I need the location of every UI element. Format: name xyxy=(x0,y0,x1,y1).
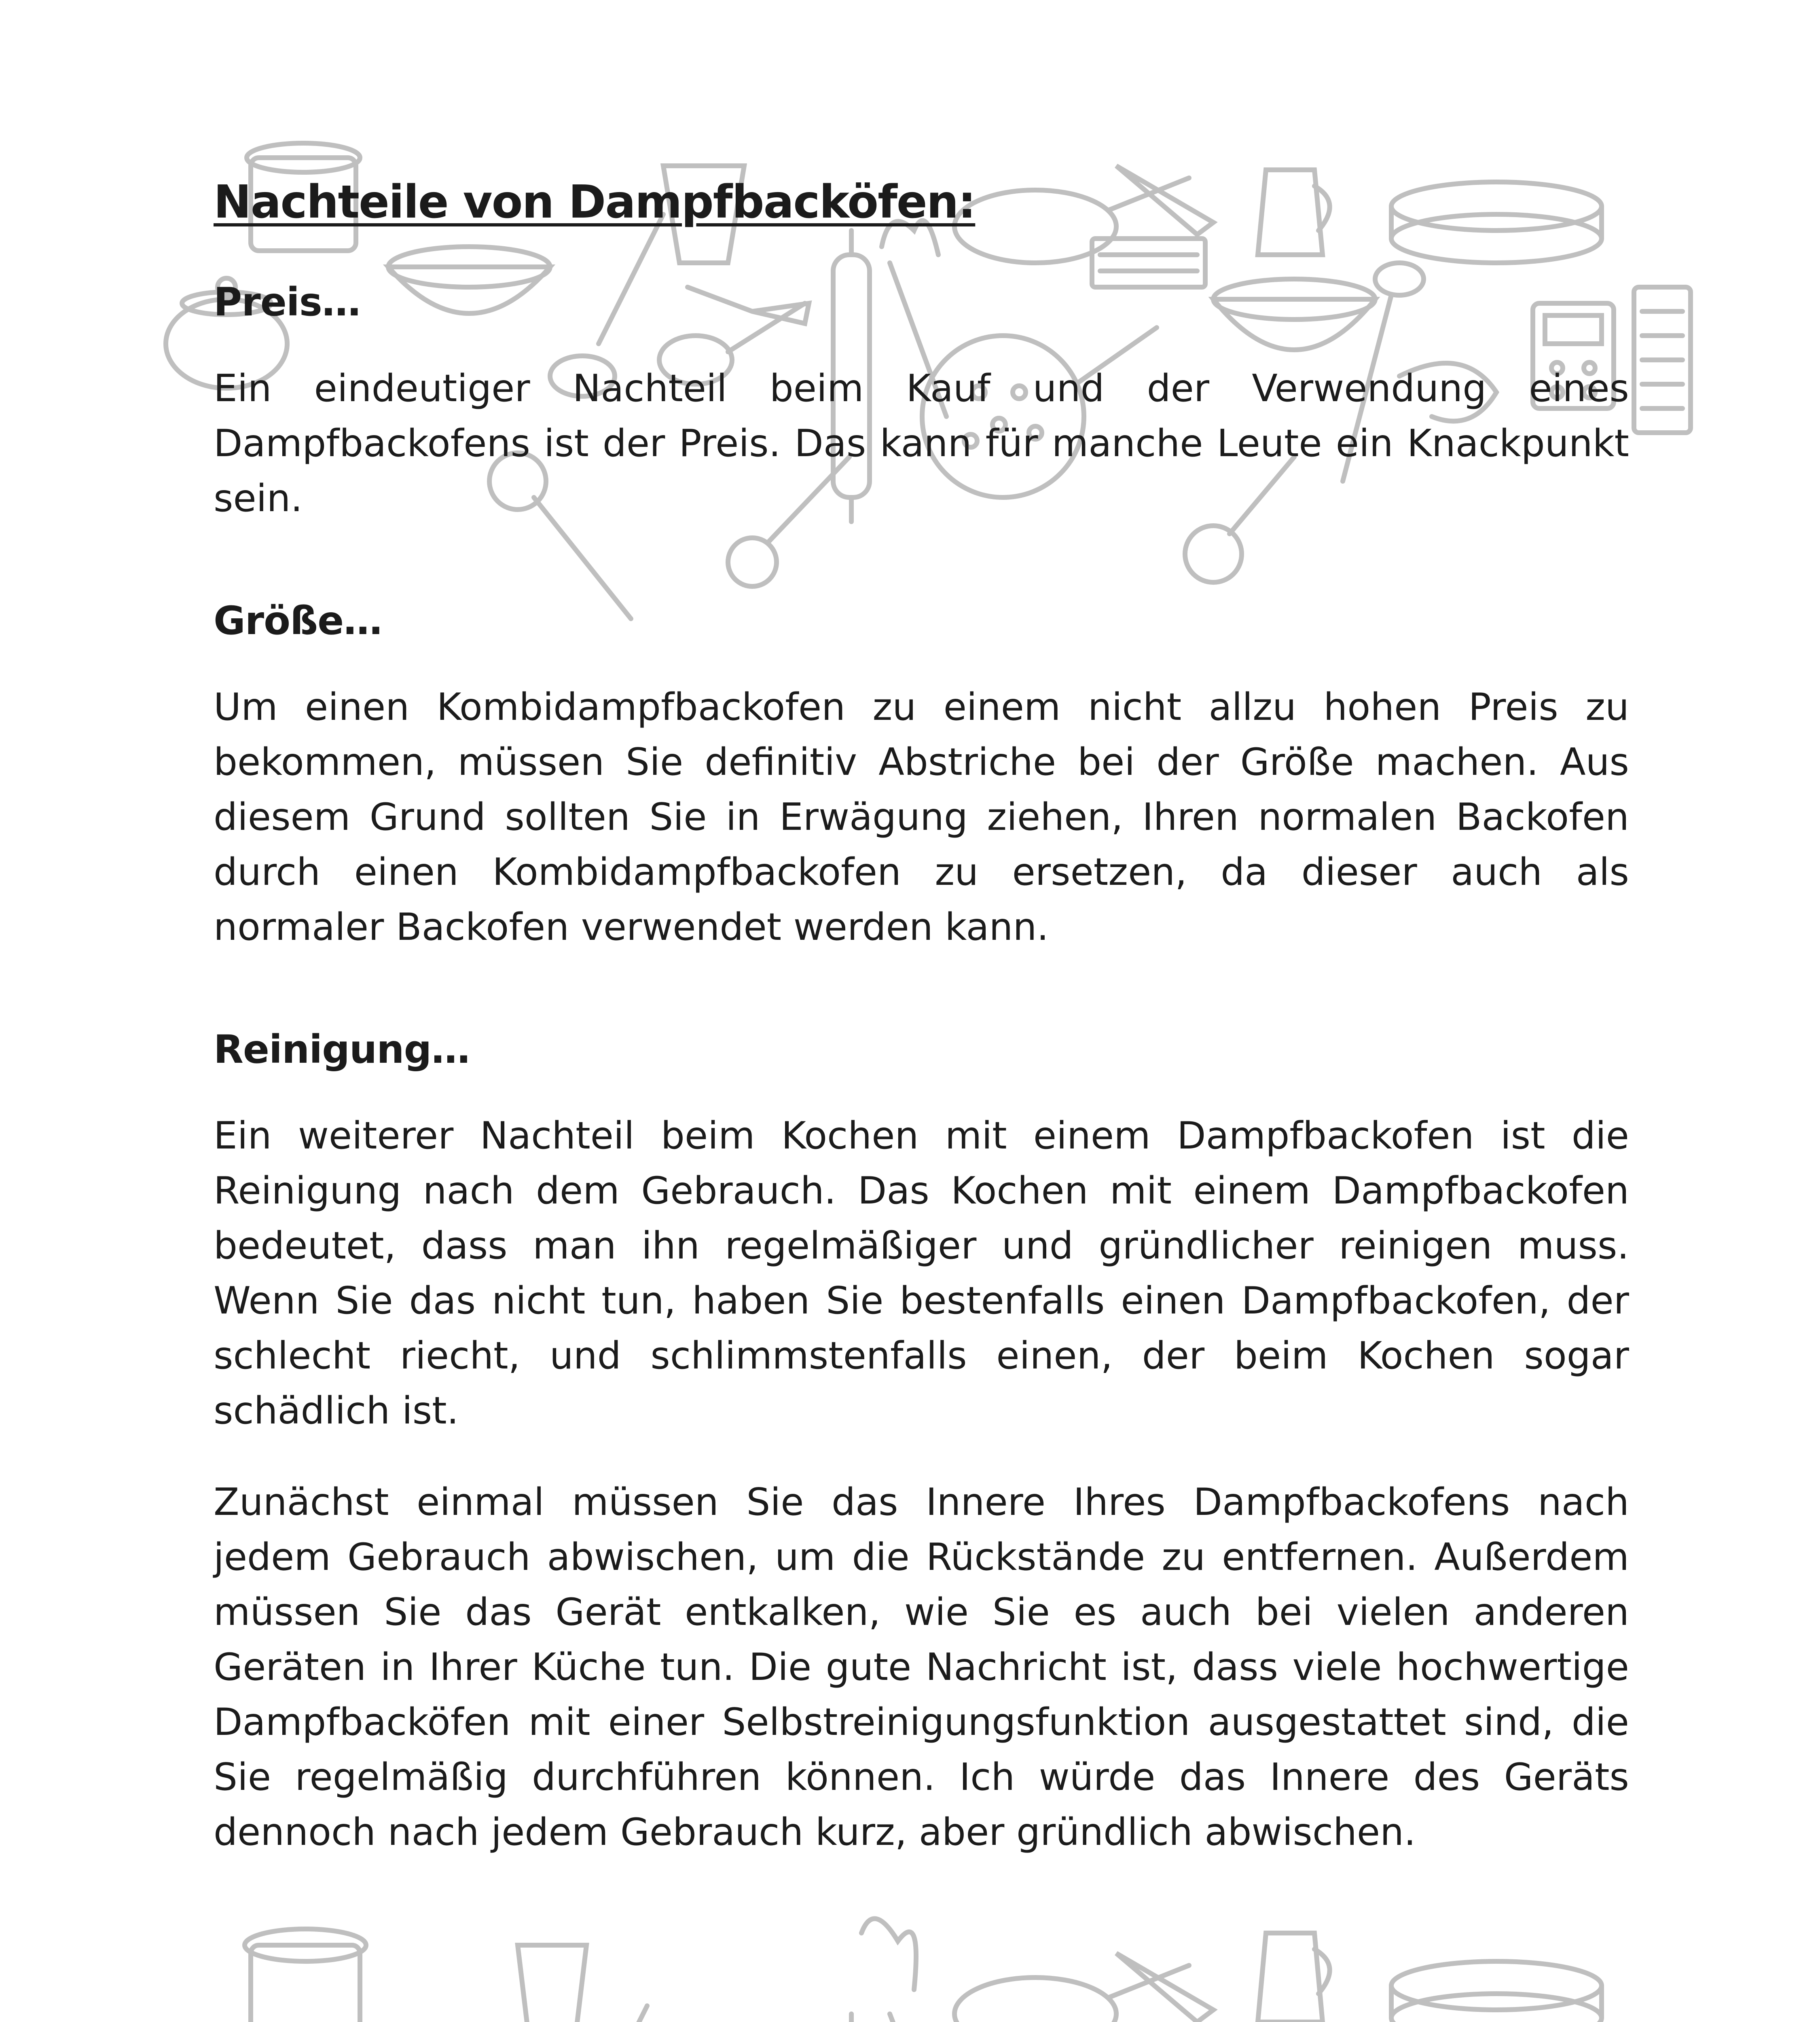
section-paragraph: Zunächst einmal müssen Sie das Innere Ihres Dampfbackofens nach jedem Gebrauch abwischen, um die Rückstände zu entfernen. Außerdem müssen Sie das Gerät entkalken, wie Sie es auch bei vielen anderen Geräten in Ihrer Küche tun. Die gute Nachricht ist, dass viele hochwertige Dampfbacköfen mit einer Selbstreinigungsfunktion ausgestattet sind, die Sie regelmäßig durchführen können. Ich würde das Innere des Geräts dennoch nach jedem Gebrauch kurz, aber gründlich abwischen. xyxy=(214,1480,1629,1854)
cake-ring-icon xyxy=(1391,1961,1602,2022)
section-groesse xyxy=(214,590,1629,954)
whisk-icon xyxy=(861,1918,930,2022)
section-reinigung xyxy=(214,1019,1629,1859)
grater-icon xyxy=(1634,287,1691,433)
kitchen-utensils-illustration-bottom xyxy=(0,1893,1820,2022)
page-content xyxy=(214,170,1629,1859)
jug-icon xyxy=(1258,1933,1330,2022)
pot-icon xyxy=(245,1929,366,2022)
rolling-pin-icon xyxy=(833,2014,870,2022)
section-heading: Größe… xyxy=(214,598,382,643)
section-paragraph: Ein eindeutiger Nachteil beim Kauf und der Verwendung eines Dampfbackofens ist der Preis. Das kann für manche Leute ein Knackpunkt sein. xyxy=(214,366,1629,520)
section-paragraph: Um einen Kombidampfbackofen zu einem nicht allzu hohen Preis zu bekommen, müssen Sie definitiv Abstriche bei der Größe machen. Aus diesem Grund sollten Sie in Erwägung ziehen, Ihren normalen Backofen durch einen Kombidampfbackofen zu ersetzen, da dieser auch als normaler Backofen verwendet werden kann. xyxy=(214,685,1629,949)
section-paragraph: Ein weiterer Nachteil beim Kochen mit einem Dampfbackofen ist die Reinigung nach dem Gebrauch. Das Kochen mit einem Dampfbackofen bedeutet, dass man ihn regelmäßiger und gründlicher reinigen muss. Wenn Sie das nicht tun, haben Sie bestenfalls einen Dampfbackofen, der schlecht riecht, und schlimmstenfalls einen, der beim Kochen sogar schädlich ist. xyxy=(214,1114,1629,1432)
section-preis xyxy=(214,272,1629,526)
section-heading: Reinigung… xyxy=(214,1027,470,1072)
ladle-icon xyxy=(542,2006,647,2022)
page-title: Nachteile von Dampfbacköfen: xyxy=(214,176,976,228)
glass-icon xyxy=(518,1945,586,2022)
section-heading: Preis… xyxy=(214,279,360,325)
